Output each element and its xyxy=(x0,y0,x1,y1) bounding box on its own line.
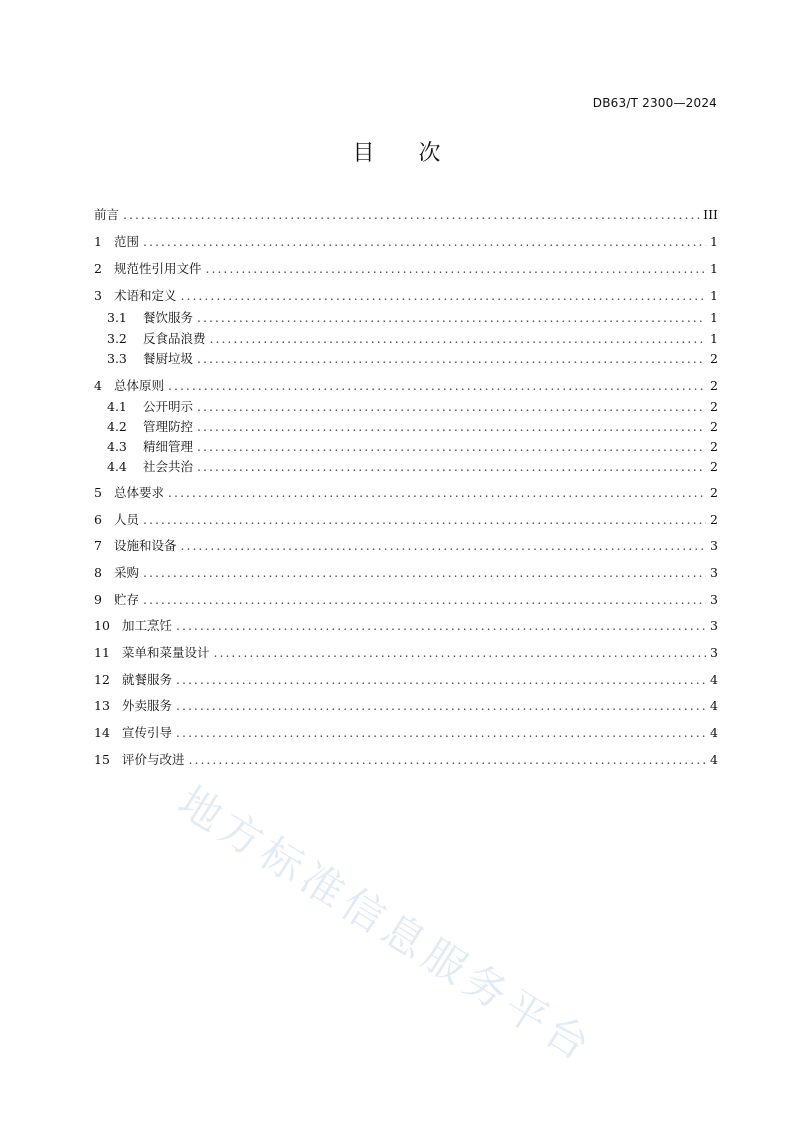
toc-entry-label: 餐厨垃圾 xyxy=(143,351,194,366)
leader-dots xyxy=(189,752,707,767)
toc-entry-label: 管理防控 xyxy=(143,419,194,434)
toc-entry-label: 采购 xyxy=(114,565,140,580)
toc-entry-number: 9 xyxy=(94,592,102,607)
toc-entry-label: 术语和定义 xyxy=(114,288,177,303)
toc-entry-4-2[interactable] xyxy=(107,417,718,435)
toc-entry-page: 4 xyxy=(710,698,718,713)
toc-entry-label: 评价与改进 xyxy=(122,752,185,767)
leader-dots xyxy=(214,645,707,660)
leader-dots xyxy=(168,485,706,500)
toc-entry-number: 13 xyxy=(94,698,110,713)
toc-entry-page: 2 xyxy=(710,351,718,366)
toc-entry-label: 规范性引用文件 xyxy=(114,261,202,276)
leader-dots xyxy=(143,565,706,580)
leader-dots xyxy=(197,459,706,474)
leader-dots xyxy=(197,419,706,434)
toc-entry-page: 1 xyxy=(710,261,718,276)
toc-entry-6[interactable] xyxy=(94,510,718,528)
toc-entry-3-2[interactable] xyxy=(107,329,718,347)
toc-entry-number: 11 xyxy=(94,645,110,660)
toc-entry-number: 2 xyxy=(94,261,102,276)
toc-entry-3[interactable] xyxy=(94,286,718,304)
toc-entry-label: 菜单和菜量设计 xyxy=(122,645,210,660)
toc-entry-page: 4 xyxy=(710,672,718,687)
toc-entry-number: 3.1 xyxy=(107,310,127,325)
toc-entry-2[interactable] xyxy=(94,259,718,277)
leader-dots xyxy=(206,261,707,276)
toc-entry-4[interactable] xyxy=(94,376,718,394)
toc-entry-number: 14 xyxy=(94,725,110,740)
toc-entry-label: 加工烹饪 xyxy=(122,618,173,633)
toc-entry-page: 2 xyxy=(710,439,718,454)
leader-dots xyxy=(123,207,699,222)
toc-entry-page: III xyxy=(703,207,718,222)
toc-entry-7[interactable] xyxy=(94,536,718,554)
leader-dots xyxy=(176,725,706,740)
toc-entry-label: 贮存 xyxy=(114,592,140,607)
toc-entry-page: 2 xyxy=(710,459,718,474)
document-code: DB63/T 2300—2024 xyxy=(592,96,717,110)
toc-entry-page: 1 xyxy=(710,234,718,249)
toc-entry-page: 1 xyxy=(710,288,718,303)
toc-entry-label: 反食品浪费 xyxy=(143,331,206,346)
toc-entry-number: 4.4 xyxy=(107,459,127,474)
toc-entry-11[interactable] xyxy=(94,643,718,661)
toc-entry-number: 7 xyxy=(94,538,102,553)
toc-entry-12[interactable] xyxy=(94,670,718,688)
toc-entry-8[interactable] xyxy=(94,563,718,581)
leader-dots xyxy=(176,672,706,687)
toc-entry-number: 4 xyxy=(94,378,102,393)
toc-entry-number: 10 xyxy=(94,618,110,633)
leader-dots xyxy=(181,288,707,303)
toc-entry-1[interactable] xyxy=(94,232,718,250)
toc-entry-label: 餐饮服务 xyxy=(143,310,194,325)
toc-entry-label: 范围 xyxy=(114,234,140,249)
leader-dots xyxy=(197,351,706,366)
toc-entry-page: 1 xyxy=(710,310,718,325)
toc-entry-label: 外卖服务 xyxy=(122,698,173,713)
toc-entry-3-1[interactable] xyxy=(107,308,718,326)
toc-entry-5[interactable] xyxy=(94,483,718,501)
toc-entry-page: 2 xyxy=(710,512,718,527)
toc-entry-number: 4.2 xyxy=(107,419,127,434)
toc-entry-page: 3 xyxy=(710,565,718,580)
leader-dots xyxy=(176,618,706,633)
watermark: 地方标准信息服务平台 xyxy=(169,776,603,1073)
toc-entry-label: 总体要求 xyxy=(114,485,165,500)
toc-entry-page: 2 xyxy=(710,378,718,393)
toc-entry-number: 6 xyxy=(94,512,102,527)
toc-entry-page: 3 xyxy=(710,538,718,553)
toc-entry-label: 前言 xyxy=(94,207,120,222)
toc-entry-page: 2 xyxy=(710,399,718,414)
toc-entry-13[interactable] xyxy=(94,696,718,714)
toc-entry-page: 2 xyxy=(710,485,718,500)
leader-dots xyxy=(143,234,706,249)
toc-entry-page: 3 xyxy=(710,592,718,607)
toc-entry-page: 1 xyxy=(710,331,718,346)
toc-entry-preface[interactable] xyxy=(94,205,718,223)
leader-dots xyxy=(168,378,706,393)
toc-entry-page: 4 xyxy=(710,752,718,767)
leader-dots xyxy=(197,399,706,414)
toc-entry-label: 人员 xyxy=(114,512,140,527)
toc-entry-page: 3 xyxy=(710,618,718,633)
toc-entry-number: 12 xyxy=(94,672,110,687)
leader-dots xyxy=(197,439,706,454)
toc-entry-page: 4 xyxy=(710,725,718,740)
toc-entry-9[interactable] xyxy=(94,590,718,608)
toc-entry-4-4[interactable] xyxy=(107,457,718,475)
toc-entry-3-3[interactable] xyxy=(107,349,718,367)
toc-entry-10[interactable] xyxy=(94,616,718,634)
toc-entry-14[interactable] xyxy=(94,723,718,741)
toc-entry-label: 就餐服务 xyxy=(122,672,173,687)
toc-entry-number: 8 xyxy=(94,565,102,580)
toc-entry-number: 5 xyxy=(94,485,102,500)
toc-entry-number: 1 xyxy=(94,234,102,249)
toc-entry-label: 社会共治 xyxy=(143,459,194,474)
page-title: 目 次 xyxy=(352,141,441,166)
toc-entry-number: 4.1 xyxy=(107,399,127,414)
toc-entry-page: 3 xyxy=(710,645,718,660)
leader-dots xyxy=(176,698,706,713)
toc-entry-label: 精细管理 xyxy=(143,439,194,454)
toc-entry-4-1[interactable] xyxy=(107,397,718,415)
leader-dots xyxy=(197,310,706,325)
toc-entry-number: 3 xyxy=(94,288,102,303)
toc-entry-label: 设施和设备 xyxy=(114,538,177,553)
leader-dots xyxy=(181,538,707,553)
toc-entry-label: 公开明示 xyxy=(143,399,194,414)
toc-entry-number: 4.3 xyxy=(107,439,127,454)
toc-entry-label: 总体原则 xyxy=(114,378,165,393)
toc-entry-4-3[interactable] xyxy=(107,437,718,455)
toc-entry-label: 宣传引导 xyxy=(122,725,173,740)
toc-entry-15[interactable] xyxy=(94,750,718,768)
toc-entry-page: 2 xyxy=(710,419,718,434)
leader-dots xyxy=(143,512,706,527)
toc-entry-number: 3.2 xyxy=(107,331,127,346)
leader-dots xyxy=(210,331,707,346)
leader-dots xyxy=(143,592,706,607)
toc-entry-number: 15 xyxy=(94,752,110,767)
toc-entry-number: 3.3 xyxy=(107,351,127,366)
